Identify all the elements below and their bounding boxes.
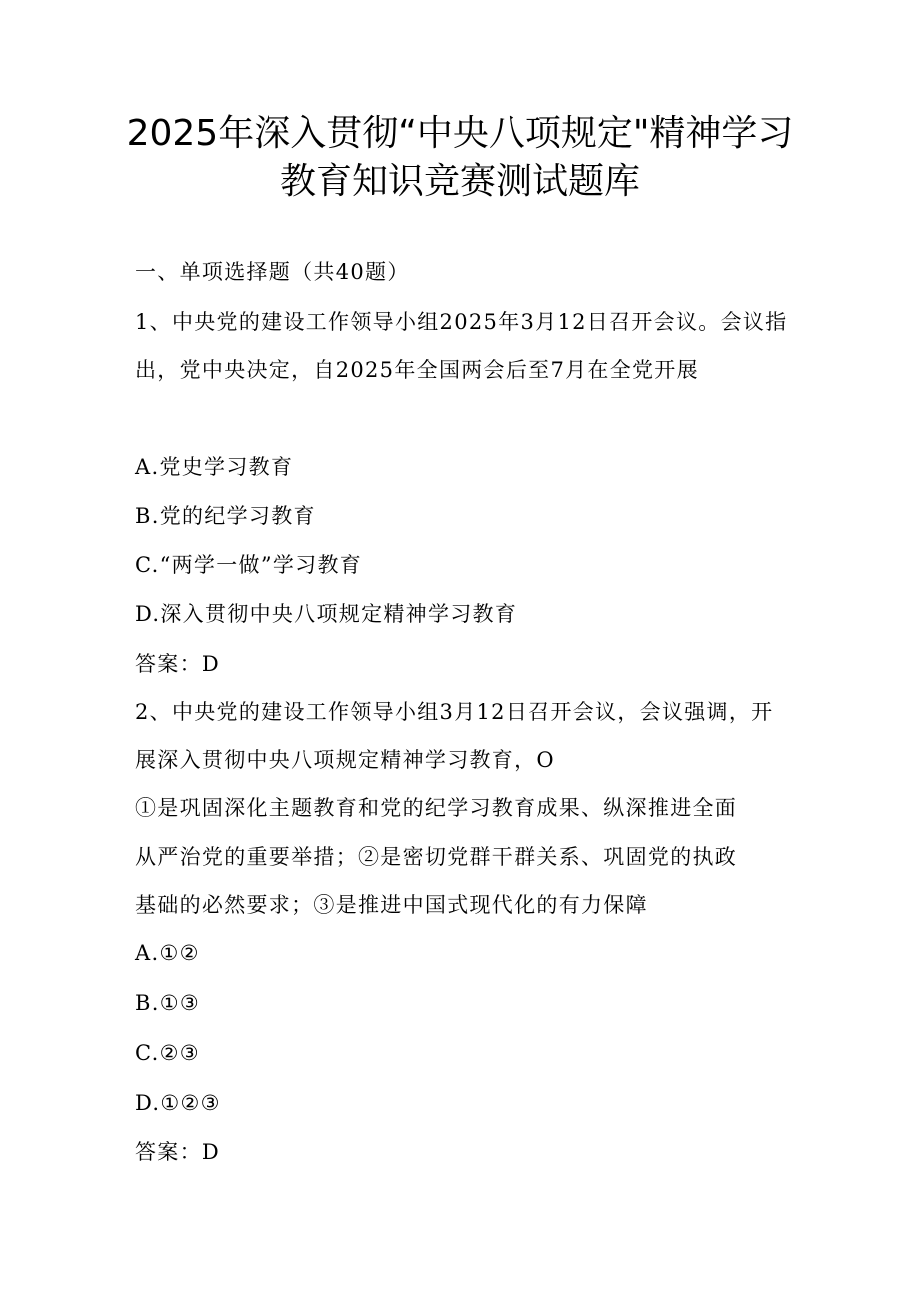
question-2-answer: 答案：D xyxy=(135,1140,221,1164)
question-2-option-c: C.②③ xyxy=(135,1041,200,1065)
question-1-stem-line-2: 出，党中央决定，自2025年全国两会后至7月在全党开展 xyxy=(135,358,699,382)
question-2-option-b: B.①③ xyxy=(135,991,200,1015)
question-2-stem-line-2: 展深入贯彻中央八项规定精神学习教育，O xyxy=(135,748,555,772)
question-1-option-c: C.“两学一做”学习教育 xyxy=(135,553,363,577)
question-1-option-b: B.党的纪学习教育 xyxy=(135,504,316,528)
section-heading: 一、单项选择题（共40题） xyxy=(135,260,410,284)
question-2-stem-line-5: 基础的必然要求；③是推进中国式现代化的有力保障 xyxy=(135,893,648,917)
question-1-answer: 答案：D xyxy=(135,652,221,676)
document-title-line-2: 教育知识竞赛测试题库 xyxy=(279,161,640,202)
question-2-stem-line-4: 从严治党的重要举措；②是密切党群干群关系、巩固党的执政 xyxy=(135,845,738,869)
question-2-option-d: D.①②③ xyxy=(135,1091,221,1115)
question-1-option-a: A.党史学习教育 xyxy=(135,455,294,479)
question-1-stem-line-1: 1、中央党的建设工作领导小组2025年3月12日召开会议。会议指 xyxy=(135,310,788,334)
question-1-option-d: D.深入贯彻中央八项规定精神学习教育 xyxy=(135,602,518,626)
question-2-option-a: A.①② xyxy=(135,941,200,965)
document-title-line-1: 2025年深入贯彻“中央八项规定"精神学习 xyxy=(126,113,794,154)
question-2-stem-line-3: ①是巩固深化主题教育和党的纪学习教育成果、纵深推进全面 xyxy=(135,796,738,820)
question-2-stem-line-1: 2、中央党的建设工作领导小组3月12日召开会议，会议强调，开 xyxy=(135,700,774,724)
